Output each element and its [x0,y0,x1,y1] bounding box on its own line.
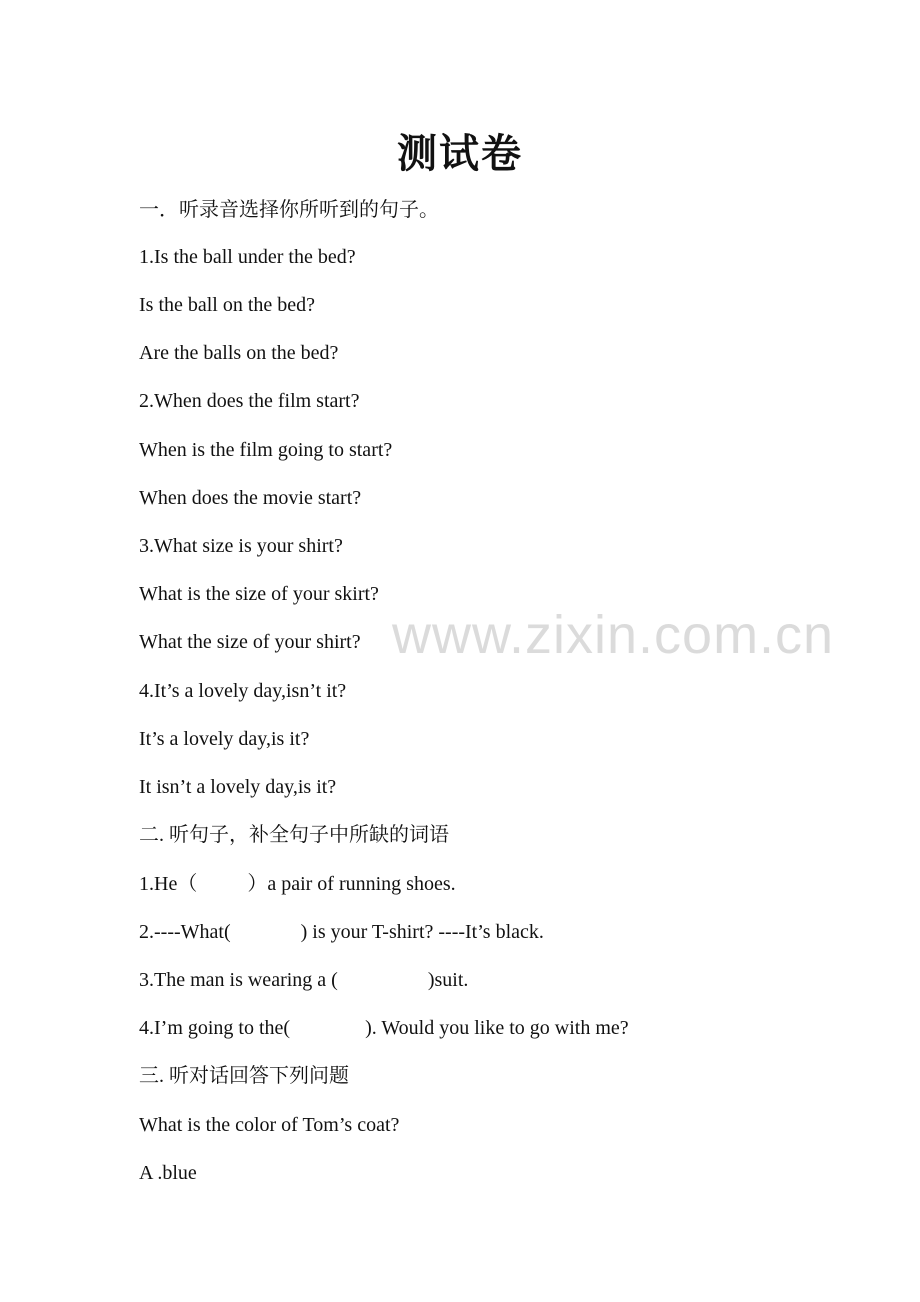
option-line: It’s a lovely day,is it? [139,728,310,750]
page-title: 测试卷 [397,130,523,177]
section-heading-3: 三. 听对话回答下列问题 [139,1065,349,1087]
question-line: What is the color of Tom’s coat? [139,1114,400,1136]
fill-blank-line: 2.----What( ) is your T-shirt? ----It’s black. [139,921,544,943]
fill-blank-line: 3.The man is wearing a ( )suit. [139,969,469,991]
option-line: A .blue [139,1162,197,1184]
watermark: www.zixin.com.cn [392,605,835,665]
fill-blank-line: 1.He（ ）a pair of running shoes. [139,873,456,895]
question-line: 3.What size is your shirt? [139,535,343,557]
question-line: 2.When does the film start? [139,390,360,412]
option-line: Is the ball on the bed? [139,294,316,316]
option-line: Are the balls on the bed? [139,342,339,364]
option-line: When does the movie start? [139,487,362,509]
option-line: What is the size of your skirt? [139,583,379,605]
question-line: 4.It’s a lovely day,isn’t it? [139,680,347,702]
option-line: When is the film going to start? [139,439,393,461]
section-heading-1: 一．听录音选择你所听到的句子。 [139,199,439,221]
option-line: It isn’t a lovely day,is it? [139,776,337,798]
section-heading-2: 二. 听句子，补全句子中所缺的词语 [139,824,449,846]
question-line: 1.Is the ball under the bed? [139,246,356,268]
option-line: What the size of your shirt? [139,631,361,653]
fill-blank-line: 4.I’m going to the( ). Would you like to go with me? [139,1017,629,1039]
